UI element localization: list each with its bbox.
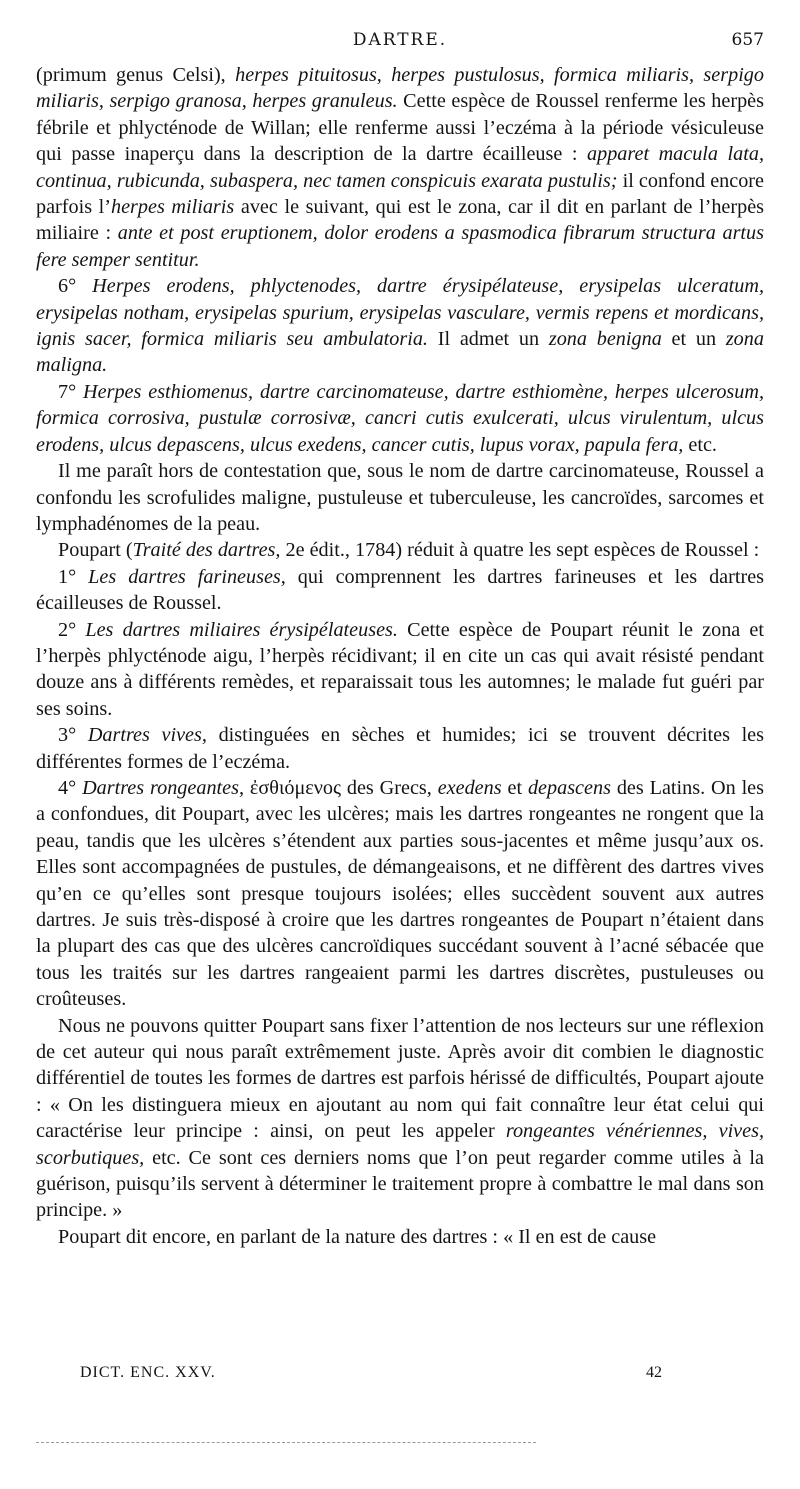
text-run: Poupart dit encore, en parlant de la nature des dartres : « Il en est de cause bbox=[58, 1225, 657, 1248]
italic-text-run: rongeantes vénériennes, vives, scorbutiques, bbox=[36, 1120, 764, 1169]
paragraph bbox=[36, 617, 764, 723]
italic-text-run: Les dartres miliaires érysipélateuses. bbox=[85, 618, 398, 641]
text-run: Il admet un bbox=[427, 328, 549, 351]
running-title: DARTRE. bbox=[352, 30, 448, 50]
text-run: des Latins. On les a confondues, dit Poupart, avec les ulcères; mais les dartres rongeantes ne rongent que la peau, tandis que les ulcères s’étendent aux parties sous-jacentes et même jusqu’aux os. Elles sont accompagnées de pustules, de démangeaisons, et ne diffèrent des dartres vives qu’en ce qu’elles sont presque toujours isolées; elles succèdent souvent aux autres dartres. Je suis très-disposé à croire que les dartres rongeantes de Poupart n’étaient dans la plupart des cas que des ulcères cancroïdiques succédant souvent à l’acné sébacée que tous les traités sur les dartres rangeaient parmi les dartres discrètes, pustuleuses ou croûteuses. bbox=[36, 776, 764, 1011]
text-run: 6° bbox=[58, 275, 93, 298]
italic-text-run: depascens bbox=[527, 776, 611, 799]
italic-text-run: zona maligna. bbox=[36, 328, 764, 377]
text-run: ἐσθιόμενος des Grecs, bbox=[244, 776, 438, 799]
text-run: (primum genus Celsi), bbox=[36, 64, 236, 86]
text-run: distinguées en sèches et humides; ici se trouvent décrites les différentes formes de l’eczéma. bbox=[36, 724, 764, 773]
page-edge-line bbox=[36, 1442, 536, 1443]
paragraph bbox=[36, 1224, 764, 1250]
text-run: il confond encore parfois l’ bbox=[36, 169, 764, 219]
italic-text-run: ante et post eruptionem, dolor erodens a spasmodica fibrarum structura artus fere semper sentitur. bbox=[36, 222, 764, 271]
italic-text-run: Herpes erodens, phlyctenodes, dartre érysipélateuse, erysipelas ulceratum, erysipelas notham, erysipelas spurium, erysipelas vasculare, vermis repens et mordicans, ignis sacer, formica miliaris seu ambulatoria. bbox=[36, 275, 764, 351]
running-head bbox=[36, 28, 764, 54]
body-text bbox=[36, 62, 764, 1250]
italic-text-run: Les dartres farineuses, bbox=[88, 565, 286, 588]
text-run: Il me paraît hors de contestation que, sous le nom de dartre carcinomateuse, Roussel a confondu les scrofulides maligne, pustuleuse et tuberculeuse, les cancroïdes, sarcomes et lymphadénomes de la peau. bbox=[36, 460, 764, 535]
italic-text-run: zona benigna bbox=[548, 328, 662, 351]
text-run: 7° bbox=[58, 380, 84, 403]
italic-text-run: exedens bbox=[437, 776, 502, 799]
italic-text-run: Traité des dartres, bbox=[132, 539, 281, 562]
text-run: Cette espèce de Roussel renferme les herpès fébrile et phlycténode de Willan; elle renferme aussi l’eczéma à la période vésiculeuse qui passe inaperçu dans la description de la dartre écailleuse : bbox=[36, 90, 764, 166]
printer-signature: DICT. ENC. XXV. bbox=[80, 1364, 216, 1381]
text-run: et un bbox=[661, 328, 726, 351]
italic-text-run: Dartres rongeantes, bbox=[82, 776, 245, 799]
text-run: etc. bbox=[683, 433, 717, 456]
text-run: etc. Ce sont ces derniers noms que l’on peut regarder comme utiles à la guérison, puisqu’ils servent à déterminer le traitement propre à combattre le mal dans son principe. » bbox=[36, 1146, 764, 1222]
paragraph bbox=[36, 273, 764, 379]
paragraph bbox=[36, 537, 764, 563]
text-run: et bbox=[501, 776, 528, 799]
paragraph bbox=[36, 564, 764, 617]
text-run: Nous ne pouvons quitter Poupart sans fixer l’attention de nos lecteurs sur une réflexion de cet auteur qui nous paraît extrêmement juste. Après avoir dit combien le diagnostic différentiel de toutes les formes de dartres est parfois hérissé de difficultés, Poupart ajoute : « On les distinguera mieux en ajoutant au nom qui fait connaître leur état celui qui caractérise leur principe : ainsi, on peut les appeler bbox=[36, 1014, 764, 1143]
paragraph bbox=[36, 379, 764, 458]
italic-text-run: herpes pituitosus, herpes pustulosus, formica miliaris, serpigo miliaris, serpigo granosa, herpes granuleus. bbox=[36, 64, 764, 113]
book-page bbox=[36, 28, 764, 1250]
paragraph bbox=[36, 1013, 764, 1224]
italic-text-run: Herpes esthiomenus, dartre carcinomateuse, dartre esthiomène, herpes ulcerosum, formica corrosiva, pustulæ corrosivæ, cancri cutis exulcerati, ulcus virulentum, ulcus erodens, ulcus depascens, ulcus exedens, cancer cutis, lupus vorax, papula fera, bbox=[36, 380, 764, 456]
text-run: Poupart ( bbox=[58, 539, 133, 562]
paragraph bbox=[36, 775, 764, 1013]
italic-text-run: Dartres vives, bbox=[87, 724, 207, 747]
paragraph bbox=[36, 458, 764, 537]
text-run: qui comprennent les dartres farineuses et les dartres écailleuses de Roussel. bbox=[36, 565, 765, 615]
text-run: 3° bbox=[58, 724, 88, 747]
text-run: 4° bbox=[58, 776, 83, 799]
text-run: 2° bbox=[58, 618, 86, 641]
text-run: Cette espèce de Poupart réunit le zona et l’herpès phlycténode aigu, l’herpès récidivant; il en cite un cas qui avait résisté pendant douze ans à différents remèdes, et reparaissait tous les automnes; le malade fut guéri par ses soins. bbox=[36, 618, 765, 720]
sheet-number: 42 bbox=[646, 1364, 662, 1381]
italic-text-run: herpes miliaris bbox=[111, 196, 235, 219]
text-run: avec le suivant, qui est le zona, car il dit en parlant de l’herpès miliaire : bbox=[36, 196, 765, 245]
text-run: 1° bbox=[58, 565, 89, 588]
page-number: 657 bbox=[731, 30, 764, 50]
italic-text-run: apparet macula lata, continua, rubicunda, subaspera, nec tamen conspicuis exarata pustulis; bbox=[36, 143, 764, 192]
text-run: 2e édit., 1784) réduit à quatre les sept espèces de Roussel : bbox=[280, 539, 760, 562]
paragraph bbox=[36, 722, 764, 775]
paragraph bbox=[36, 62, 764, 273]
page-footer bbox=[80, 1364, 680, 1386]
